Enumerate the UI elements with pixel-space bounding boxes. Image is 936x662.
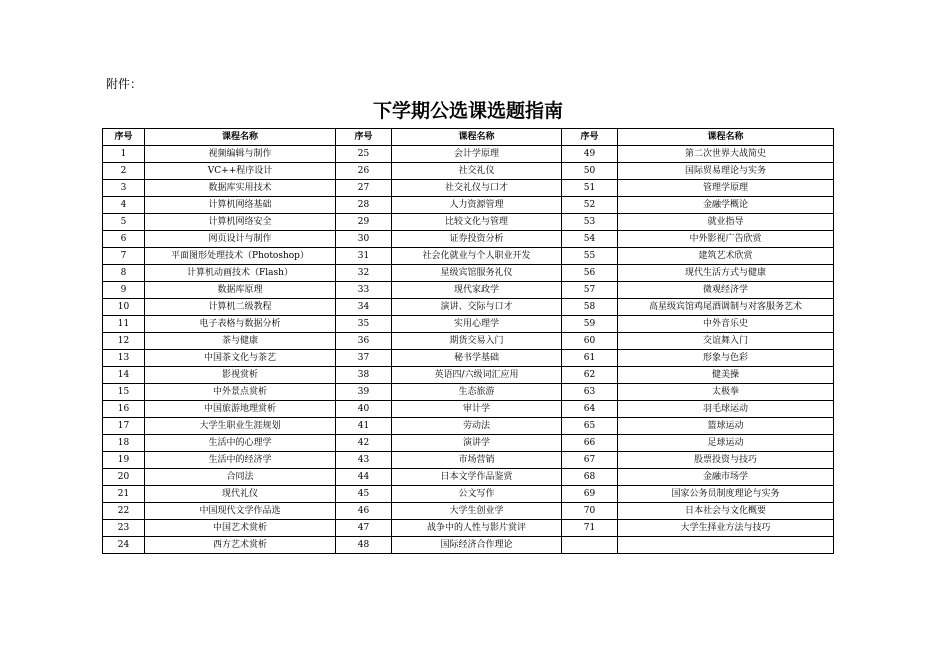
- course-name-cell: 平面图形处理技术（Photoshop）: [145, 248, 336, 265]
- serial-number-cell: 2: [103, 163, 145, 180]
- course-name-cell: 交谊舞入门: [618, 333, 834, 350]
- course-name-cell: 中国茶文化与茶艺: [145, 350, 336, 367]
- course-name-cell: 会计学原理: [392, 146, 562, 163]
- course-name-cell: 计算机动画技术（Flash）: [145, 265, 336, 282]
- serial-number-cell: 9: [103, 282, 145, 299]
- course-name-cell: 演讲学: [392, 435, 562, 452]
- serial-number-cell: 33: [336, 282, 392, 299]
- table-row: [103, 401, 834, 418]
- course-name-cell: 实用心理学: [392, 316, 562, 333]
- course-name-cell: 视频编辑与制作: [145, 146, 336, 163]
- serial-number-cell: 36: [336, 333, 392, 350]
- course-name-cell: 太极拳: [618, 384, 834, 401]
- course-name-cell: 大学生职业生涯规划: [145, 418, 336, 435]
- serial-number-cell: 24: [103, 537, 145, 554]
- header-course-name: 课程名称: [145, 129, 336, 146]
- serial-number-cell: 6: [103, 231, 145, 248]
- course-name-cell: 生活中的心理学: [145, 435, 336, 452]
- course-name-cell: 影视赏析: [145, 367, 336, 384]
- course-name-cell: 羽毛球运动: [618, 401, 834, 418]
- serial-number-cell: 13: [103, 350, 145, 367]
- serial-number-cell: 18: [103, 435, 145, 452]
- course-name-cell: 公文写作: [392, 486, 562, 503]
- serial-number-cell: 57: [562, 282, 618, 299]
- serial-number-cell: 69: [562, 486, 618, 503]
- serial-number-cell: 27: [336, 180, 392, 197]
- course-name-cell: 战争中的人性与影片赏评: [392, 520, 562, 537]
- table-row: [103, 418, 834, 435]
- course-name-cell: 社交礼仪与口才: [392, 180, 562, 197]
- table-row: [103, 299, 834, 316]
- attachment-label: 附件：: [106, 77, 143, 91]
- serial-number-cell: 3: [103, 180, 145, 197]
- header-serial-number: 序号: [336, 129, 392, 146]
- serial-number-cell: 42: [336, 435, 392, 452]
- serial-number-cell: 47: [336, 520, 392, 537]
- serial-number-cell: 52: [562, 197, 618, 214]
- serial-number-cell: 45: [336, 486, 392, 503]
- course-name-cell: 中外音乐史: [618, 316, 834, 333]
- table-row: [103, 503, 834, 520]
- course-name-cell: 生活中的经济学: [145, 452, 336, 469]
- serial-number-cell: 35: [336, 316, 392, 333]
- serial-number-cell: 40: [336, 401, 392, 418]
- serial-number-cell: 70: [562, 503, 618, 520]
- course-name-cell: 金融学概论: [618, 197, 834, 214]
- course-name-cell: 证券投资分析: [392, 231, 562, 248]
- serial-number-cell: 49: [562, 146, 618, 163]
- course-name-cell: 形象与色彩: [618, 350, 834, 367]
- serial-number-cell: 5: [103, 214, 145, 231]
- serial-number-cell: 67: [562, 452, 618, 469]
- course-name-cell: 中国艺术赏析: [145, 520, 336, 537]
- table-row: [103, 282, 834, 299]
- serial-number-cell: 39: [336, 384, 392, 401]
- serial-number-cell: 44: [336, 469, 392, 486]
- course-name-cell: 劳动法: [392, 418, 562, 435]
- header-serial-number: 序号: [103, 129, 145, 146]
- course-name-cell: 微观经济学: [618, 282, 834, 299]
- course-name-cell: 国际经济合作理论: [392, 537, 562, 554]
- serial-number-cell: 31: [336, 248, 392, 265]
- serial-number-cell: 43: [336, 452, 392, 469]
- serial-number-cell: 15: [103, 384, 145, 401]
- table-row: [103, 333, 834, 350]
- serial-number-cell: 66: [562, 435, 618, 452]
- course-name-cell: 就业指导: [618, 214, 834, 231]
- course-name-cell: 社交礼仪: [392, 163, 562, 180]
- serial-number-cell: 46: [336, 503, 392, 520]
- course-name-cell: 计算机网络基础: [145, 197, 336, 214]
- serial-number-cell: 59: [562, 316, 618, 333]
- table-row: [103, 384, 834, 401]
- table-row: [103, 248, 834, 265]
- serial-number-cell: [562, 537, 618, 554]
- serial-number-cell: 50: [562, 163, 618, 180]
- course-name-cell: 市场营销: [392, 452, 562, 469]
- serial-number-cell: 19: [103, 452, 145, 469]
- table-row: [103, 486, 834, 503]
- serial-number-cell: 8: [103, 265, 145, 282]
- serial-number-cell: 17: [103, 418, 145, 435]
- serial-number-cell: 4: [103, 197, 145, 214]
- course-name-cell: 第二次世界大战简史: [618, 146, 834, 163]
- table-row: [103, 180, 834, 197]
- course-name-cell: 国际贸易理论与实务: [618, 163, 834, 180]
- course-name-cell: 合同法: [145, 469, 336, 486]
- course-name-cell: 计算机网络安全: [145, 214, 336, 231]
- serial-number-cell: 21: [103, 486, 145, 503]
- table-row: [103, 197, 834, 214]
- course-name-cell: 比较文化与管理: [392, 214, 562, 231]
- course-name-cell: 期货交易入门: [392, 333, 562, 350]
- serial-number-cell: 71: [562, 520, 618, 537]
- serial-number-cell: 30: [336, 231, 392, 248]
- course-name-cell: 大学生创业学: [392, 503, 562, 520]
- course-name-cell: 数据库实用技术: [145, 180, 336, 197]
- serial-number-cell: 26: [336, 163, 392, 180]
- course-name-cell: 演讲、交际与口才: [392, 299, 562, 316]
- serial-number-cell: 16: [103, 401, 145, 418]
- table-row: [103, 367, 834, 384]
- course-name-cell: 中国旅游地理赏析: [145, 401, 336, 418]
- course-name-cell: 股票投资与技巧: [618, 452, 834, 469]
- course-name-cell: 生态旅游: [392, 384, 562, 401]
- serial-number-cell: 64: [562, 401, 618, 418]
- serial-number-cell: 29: [336, 214, 392, 231]
- serial-number-cell: 68: [562, 469, 618, 486]
- course-name-cell: [618, 537, 834, 554]
- serial-number-cell: 22: [103, 503, 145, 520]
- course-name-cell: 茶与健康: [145, 333, 336, 350]
- serial-number-cell: 25: [336, 146, 392, 163]
- course-name-cell: 数据库原理: [145, 282, 336, 299]
- serial-number-cell: 20: [103, 469, 145, 486]
- serial-number-cell: 34: [336, 299, 392, 316]
- serial-number-cell: 48: [336, 537, 392, 554]
- course-name-cell: 现代礼仪: [145, 486, 336, 503]
- serial-number-cell: 61: [562, 350, 618, 367]
- table-row: [103, 350, 834, 367]
- serial-number-cell: 62: [562, 367, 618, 384]
- course-name-cell: 日本文学作品鉴赏: [392, 469, 562, 486]
- table-row: [103, 520, 834, 537]
- serial-number-cell: 51: [562, 180, 618, 197]
- course-name-cell: 中外景点赏析: [145, 384, 336, 401]
- serial-number-cell: 65: [562, 418, 618, 435]
- serial-number-cell: 54: [562, 231, 618, 248]
- table-row: [103, 435, 834, 452]
- table-row: [103, 537, 834, 554]
- table-row: [103, 316, 834, 333]
- course-name-cell: 篮球运动: [618, 418, 834, 435]
- table-row: [103, 265, 834, 282]
- header-course-name: 课程名称: [392, 129, 562, 146]
- course-name-cell: 日本社会与文化概要: [618, 503, 834, 520]
- course-name-cell: 金融市场学: [618, 469, 834, 486]
- course-name-cell: 人力资源管理: [392, 197, 562, 214]
- serial-number-cell: 53: [562, 214, 618, 231]
- table-row: [103, 452, 834, 469]
- header-course-name: 课程名称: [618, 129, 834, 146]
- course-name-cell: 建筑艺术欣赏: [618, 248, 834, 265]
- course-name-cell: 大学生择业方法与技巧: [618, 520, 834, 537]
- course-table: [102, 128, 834, 554]
- course-table-body: [103, 146, 834, 554]
- course-name-cell: 秘书学基础: [392, 350, 562, 367]
- course-name-cell: 现代家政学: [392, 282, 562, 299]
- serial-number-cell: 41: [336, 418, 392, 435]
- course-name-cell: 社会化就业与个人职业开发: [392, 248, 562, 265]
- course-name-cell: 中外影视广告欣赏: [618, 231, 834, 248]
- serial-number-cell: 58: [562, 299, 618, 316]
- serial-number-cell: 60: [562, 333, 618, 350]
- serial-number-cell: 28: [336, 197, 392, 214]
- course-name-cell: 现代生活方式与健康: [618, 265, 834, 282]
- serial-number-cell: 37: [336, 350, 392, 367]
- course-name-cell: 足球运动: [618, 435, 834, 452]
- header-serial-number: 序号: [562, 129, 618, 146]
- serial-number-cell: 32: [336, 265, 392, 282]
- course-name-cell: VC++程序设计: [145, 163, 336, 180]
- serial-number-cell: 56: [562, 265, 618, 282]
- course-name-cell: 星级宾馆服务礼仪: [392, 265, 562, 282]
- course-name-cell: 健美操: [618, 367, 834, 384]
- serial-number-cell: 14: [103, 367, 145, 384]
- document-title: 下学期公选课选题指南: [372, 100, 563, 122]
- course-name-cell: 国家公务员制度理论与实务: [618, 486, 834, 503]
- table-row: [103, 146, 834, 163]
- course-name-cell: 管理学原理: [618, 180, 834, 197]
- serial-number-cell: 55: [562, 248, 618, 265]
- table-row: [103, 163, 834, 180]
- serial-number-cell: 23: [103, 520, 145, 537]
- serial-number-cell: 63: [562, 384, 618, 401]
- serial-number-cell: 11: [103, 316, 145, 333]
- course-name-cell: 英语四/六级词汇应用: [392, 367, 562, 384]
- course-name-cell: 网页设计与制作: [145, 231, 336, 248]
- table-header-row: [103, 129, 834, 146]
- serial-number-cell: 12: [103, 333, 145, 350]
- table-row: [103, 214, 834, 231]
- course-name-cell: 中国现代文学作品选: [145, 503, 336, 520]
- serial-number-cell: 10: [103, 299, 145, 316]
- table-row: [103, 231, 834, 248]
- table-row: [103, 469, 834, 486]
- serial-number-cell: 38: [336, 367, 392, 384]
- course-name-cell: 审计学: [392, 401, 562, 418]
- course-name-cell: 西方艺术赏析: [145, 537, 336, 554]
- serial-number-cell: 1: [103, 146, 145, 163]
- course-name-cell: 电子表格与数据分析: [145, 316, 336, 333]
- serial-number-cell: 7: [103, 248, 145, 265]
- course-name-cell: 计算机二级教程: [145, 299, 336, 316]
- course-name-cell: 高星级宾馆鸡尾酒调制与对客服务艺术: [618, 299, 834, 316]
